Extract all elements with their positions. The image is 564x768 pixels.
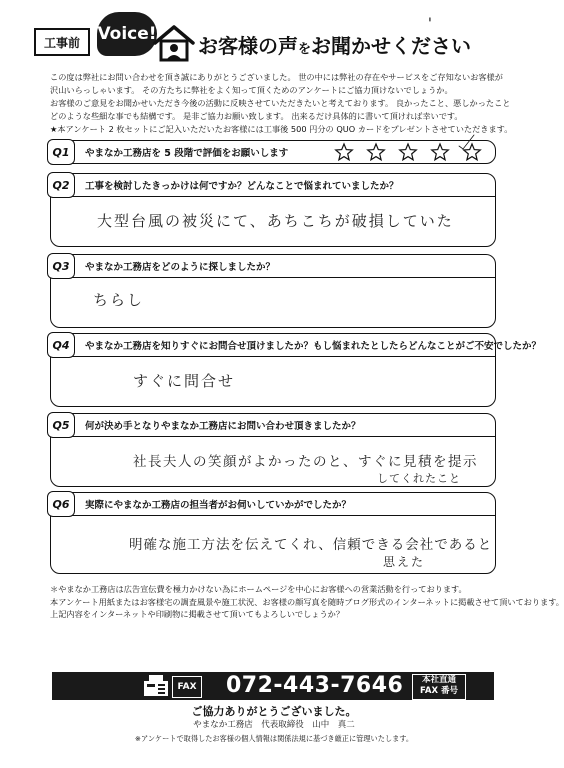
footer-note: 上記内容をインターネットや印刷物に掲載させて頂いてもよろしいでしょうか？: [50, 609, 345, 619]
intro-line: お客様のご意見をお聞かせいただき今後の活動に反映させていただきたいと考えております。 良かったこと、悪しかったこと: [50, 98, 511, 108]
footer-note: ＊やまなか工務店は広告宣伝費を極力かけない為にホームページを中心にお客様への営業活動を行っております。: [50, 584, 467, 594]
question-text: やまなか工務店をどのように探しましたか？: [85, 262, 276, 273]
intro-line: ★本アンケート 2 枚セットにご記入いただいたお客様には工事後 500 円分の QUO カードをプレゼントさせていただきます。: [50, 124, 513, 134]
voice-badge: Voice!: [97, 12, 157, 56]
question-number: Q6: [47, 491, 75, 517]
intro-line: この度は弊社にお問い合わせを頂き誠にありがとうございました。 世の中には弊社の存在やサービスをご存知ないお客様が: [50, 72, 503, 82]
intro-line: どのような些細な事でも結構です。 是非ご協力お願い致します。 出来るだけ具体的に書いて頂ければ幸いです。: [50, 111, 463, 121]
footer-note: 本アンケート用紙またはお客様宅の調査風景や施工状況、お客様の顔写真を随時ブログ形式のインターネットに掲載させて頂いております。: [50, 596, 564, 607]
intro-text: [50, 71, 513, 136]
rating-star-1[interactable]: [335, 143, 353, 161]
question-5: [50, 413, 496, 487]
title-main: お客様の声: [198, 34, 298, 58]
privacy-note: ※アンケートで取得したお客様の個人情報は関係法規に基づき厳正に管理いたします。: [134, 734, 414, 743]
question-header: [51, 174, 495, 197]
question-header: [51, 493, 495, 516]
rating-star-3[interactable]: [399, 143, 417, 161]
rating-star-2[interactable]: [367, 143, 385, 161]
question-text: 何が決め手となりやまなか工務店にお問い合わせ頂きましたか？: [85, 421, 361, 432]
question-number: Q2: [47, 172, 75, 198]
answer-text-continued[interactable]: してくれたこと: [377, 472, 461, 485]
thanks-message: ご協力ありがとうございました。: [191, 705, 357, 718]
fax-bar: [52, 672, 494, 700]
question-header: [51, 334, 542, 357]
question-number: Q5: [47, 412, 75, 438]
page-title: [198, 30, 471, 59]
fax-machine-icon: [140, 672, 172, 700]
answer-text[interactable]: 大型台風の被災にて、あちこちが破損していた: [97, 212, 454, 230]
question-text: 工事を検討したきっかけは何ですか？どんなことで悩まれていましたか？: [85, 181, 399, 192]
question-6: [50, 492, 496, 574]
question-number: Q1: [47, 139, 75, 165]
rating-stars[interactable]: [335, 143, 481, 161]
question-1: [50, 140, 496, 164]
title-main-2: お聞かせください: [311, 34, 472, 58]
intro-line: 沢山いらっしゃいます。 その方たちに弊社をよく知って頂くためのアンケートにご協力頂けないでしょうか。: [50, 85, 453, 95]
question-text: 実際にやまなか工務店の担当者がお伺いしていかがでしたか？: [85, 500, 352, 511]
fax-side-line: 本社直通: [421, 675, 456, 685]
question-number: Q3: [47, 253, 75, 279]
question-header: [51, 414, 495, 437]
question-header: [51, 255, 495, 278]
answer-text[interactable]: 社長夫人の笑顔がよかったのと、すぐに見積を提示: [133, 454, 478, 470]
answer-text[interactable]: 明確な施工方法を伝えてくれ、信頼できる会社であると: [129, 537, 493, 553]
question-text: やまなか工務店を 5 段階で評価をお願いします: [85, 148, 289, 159]
stray-mark: ': [428, 16, 432, 32]
stage-label: 工事前: [34, 28, 90, 56]
title-particle: を: [298, 42, 312, 57]
house-icon: [152, 24, 196, 62]
question-3: [50, 254, 496, 328]
answer-text[interactable]: すぐに問合せ: [133, 372, 236, 390]
fax-side-label: [412, 674, 466, 700]
footer-notes: [50, 583, 564, 621]
fax-side-line: FAX 番号: [420, 686, 458, 696]
rating-star-5[interactable]: [463, 143, 481, 161]
answer-text-continued[interactable]: 思えた: [383, 555, 426, 569]
question-4: [50, 333, 542, 407]
question-2: [50, 173, 496, 247]
answer-text[interactable]: ちらし: [93, 291, 145, 309]
rating-star-4[interactable]: [431, 143, 449, 161]
question-header: [51, 141, 495, 163]
company-signature: やまなか工務店 代表取締役 山中 真二: [193, 720, 355, 730]
fax-number[interactable]: 072-443-7646: [226, 673, 404, 698]
question-text: やまなか工務店を知りすぐにお問合せ頂けましたか？もし悩まれたとしたらどんなことがご不安でしたか？: [85, 341, 542, 352]
fax-label: FAX: [172, 676, 202, 698]
question-number: Q4: [47, 332, 75, 358]
